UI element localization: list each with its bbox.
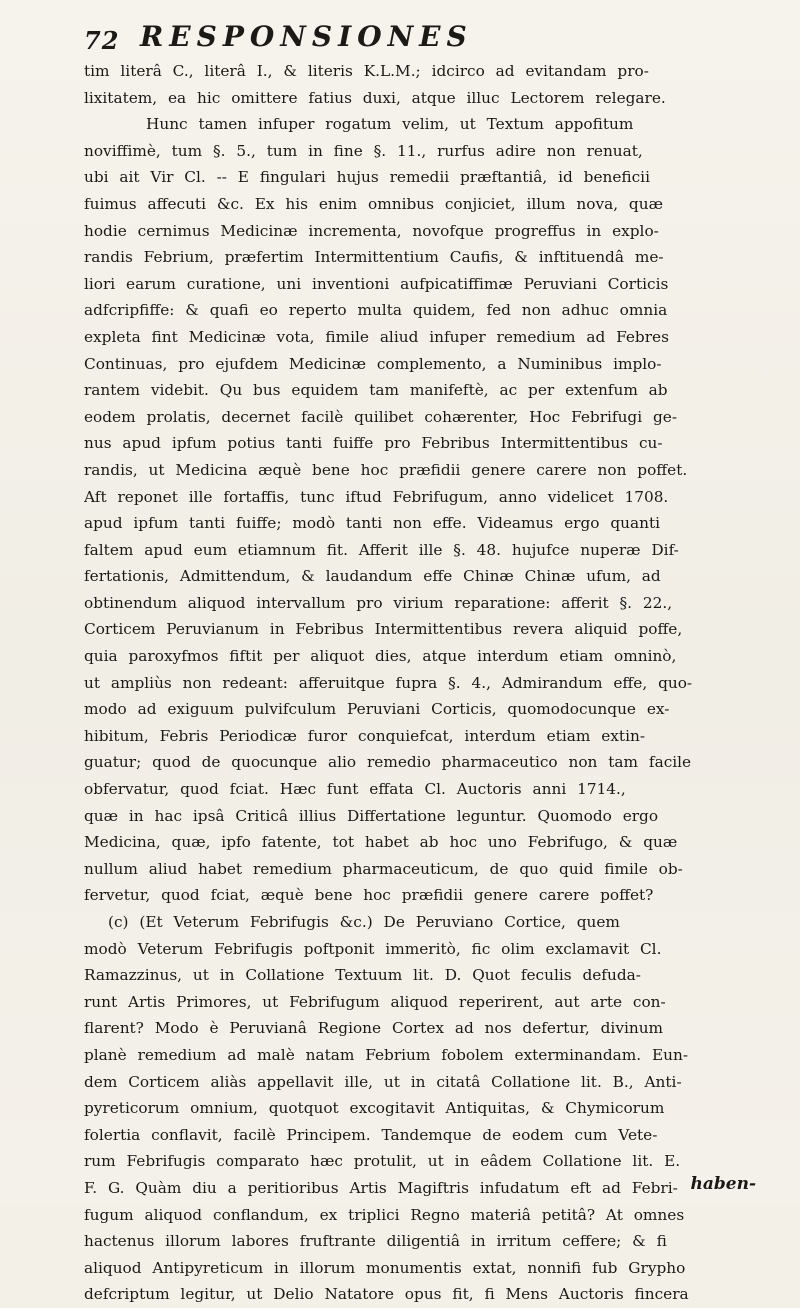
text-line: Aft reponet ille fortaffis, tunc iftud Febrifugum, anno videlicet 1708.: [84, 487, 669, 506]
text-line: F. G. Quàm diu a peritioribus Artis Magiftris infudatum eft ad Febri-: [84, 1178, 678, 1197]
catchword: haben-: [690, 1174, 756, 1194]
text-line: Hunc tamen infuper rogatum velim, ut Textum appofitum: [146, 115, 634, 134]
text-line: fervetur, quod fciat, æquè bene hoc præfidii genere carere poffet?: [84, 886, 654, 905]
running-head: [84, 20, 784, 56]
text-line: rum Febrifugis comparato hæc protulit, ut in eâdem Collatione lit. E.: [84, 1152, 681, 1171]
text-line: defcriptum legitur, ut Delio Natatore opus fit, fi Mens Auctoris fincera: [84, 1285, 689, 1304]
running-title: RESPONSIONES: [140, 20, 473, 53]
body-text: [84, 58, 778, 1308]
text-line: obtinendum aliquod intervallum pro virium reparatione: afferit §. 22.,: [84, 593, 673, 612]
page-number: 72: [84, 26, 120, 55]
text-line: nus apud ipfum potius tanti fuiffe pro Febribus Intermittentibus cu-: [84, 434, 663, 453]
text-line: hodie cernimus Medicinæ incrementa, novofque progreffus in explo-: [84, 221, 659, 240]
text-line: adfcripfiffe: & quafi eo reperto multa quidem, fed non adhuc omnia: [84, 301, 668, 320]
text-line: pyreticorum omnium, quotquot excogitavit Antiquitas, & Chymicorum: [84, 1099, 665, 1118]
text-line: hactenus illorum labores fruftrante diligentiâ in irritum ceffere; & fi: [84, 1232, 667, 1251]
text-line: ubi ait Vir Cl. -- E fingulari hujus remedii præftantiâ, id beneficii: [84, 168, 650, 187]
text-line: fugum aliquod conflandum, ex triplici Regno materiâ petitâ? At omnes: [84, 1205, 685, 1224]
text-line: runt Artis Primores, ut Febrifugum aliquod reperirent, aut arte con-: [84, 992, 666, 1011]
text-line: tim literâ C., literâ I., & literis K.L.M.; idcirco ad evitandam pro-: [84, 62, 649, 80]
text-line: flarent? Modo è Peruvianâ Regione Cortex ad nos defertur, divinum: [84, 1019, 664, 1038]
text-line: aliquod Antipyreticum in illorum monumentis extat, nonnifi fub Grypho: [84, 1258, 686, 1277]
text-line: faltem apud eum etiamnum fit. Afferit ille §. 48. hujufce nuperæ Dif-: [84, 540, 679, 559]
text-line: guatur; quod de quocunque alio remedio pharmaceutico non tam facile: [84, 753, 692, 772]
text-line: quia paroxyfmos fiftit per aliquot dies, atque interdum etiam omninò,: [84, 647, 677, 666]
text-line: fertationis, Admittendum, & laudandum effe Chinæ Chinæ ufum, ad: [84, 567, 661, 586]
text-line: hibitum, Febris Periodicæ furor conquiefcat, interdum etiam extin-: [84, 726, 645, 745]
text-line: noviffimè, tum §. 5., tum in fine §. 11., rurfus adire non renuat,: [84, 141, 643, 160]
text-line: Continuas, pro ejufdem Medicinæ complemento, a Numinibus implo-: [84, 354, 662, 373]
text-line: randis Febrium, præfertim Intermittentium Caufis, & inftituendâ me-: [84, 248, 664, 267]
text-line: Ramazzinus, ut in Collatione Textuum lit. D. Quot feculis defuda-: [84, 966, 641, 985]
text-line: eodem prolatis, decernet facilè quilibet cohærenter, Hoc Febrifugi ge-: [84, 407, 677, 426]
text-line: liori earum curatione, uni inventioni aufpicatiffimæ Peruviani Corticis: [84, 274, 669, 293]
text-line: Corticem Peruvianum in Febribus Intermittentibus revera aliquid poffe,: [84, 620, 683, 639]
text-line: expleta fint Medicinæ vota, fimile aliud infuper remedium ad Febres: [84, 327, 669, 346]
text-line: randis, ut Medicina æquè bene hoc præfidii genere carere non poffet.: [84, 460, 688, 479]
text-line: planè remedium ad malè natam Febrium fobolem exterminandam. Eun-: [84, 1045, 689, 1064]
text-line: rantem videbit. Qu bus equidem tam manifeftè, ac per extenfum ab: [84, 381, 668, 400]
text-line: lixitatem, ea hic omittere fatius duxi, atque illuc Lectorem relegare.: [84, 88, 666, 107]
text-line: (c) (Et Veterum Febrifugis &c.) De Peruviano Cortice, quem: [108, 913, 620, 931]
text-line: modo ad exiguum pulvifculum Peruviani Corticis, quomodocunque ex-: [84, 700, 670, 719]
text-line: nullum aliud habet remedium pharmaceuticum, de quo quid fimile ob-: [84, 859, 683, 878]
text-line: quæ in hac ipsâ Criticâ illius Differtatione leguntur. Quomodo ergo: [84, 806, 659, 825]
text-line: dem Corticem aliàs appellavit ille, ut in citatâ Collatione lit. B., Anti-: [84, 1072, 682, 1091]
text-line: fuimus affecuti &c. Ex his enim omnibus conjiciet, illum nova, quæ: [84, 194, 663, 213]
text-line: folertia conflavit, facilè Principem. Tandemque de eodem cum Vete-: [84, 1125, 658, 1144]
text-line: modò Veterum Febrifugis poftponit immeritò, fic olim exclamavit Cl.: [84, 939, 662, 958]
text-line: apud ipfum tanti fuiffe; modò tanti non effe. Videamus ergo quanti: [84, 514, 661, 533]
text-line: Medicina, quæ, ipfo fatente, tot habet ab hoc uno Febrifugo, & quæ: [84, 833, 678, 852]
text-line: ut ampliùs non redeant: afferuitque fupra §. 4., Admirandum effe, quo-: [84, 673, 693, 692]
text-line: obfervatur, quod fciat. Hæc funt effata Cl. Auctoris anni 1714.,: [84, 780, 626, 799]
